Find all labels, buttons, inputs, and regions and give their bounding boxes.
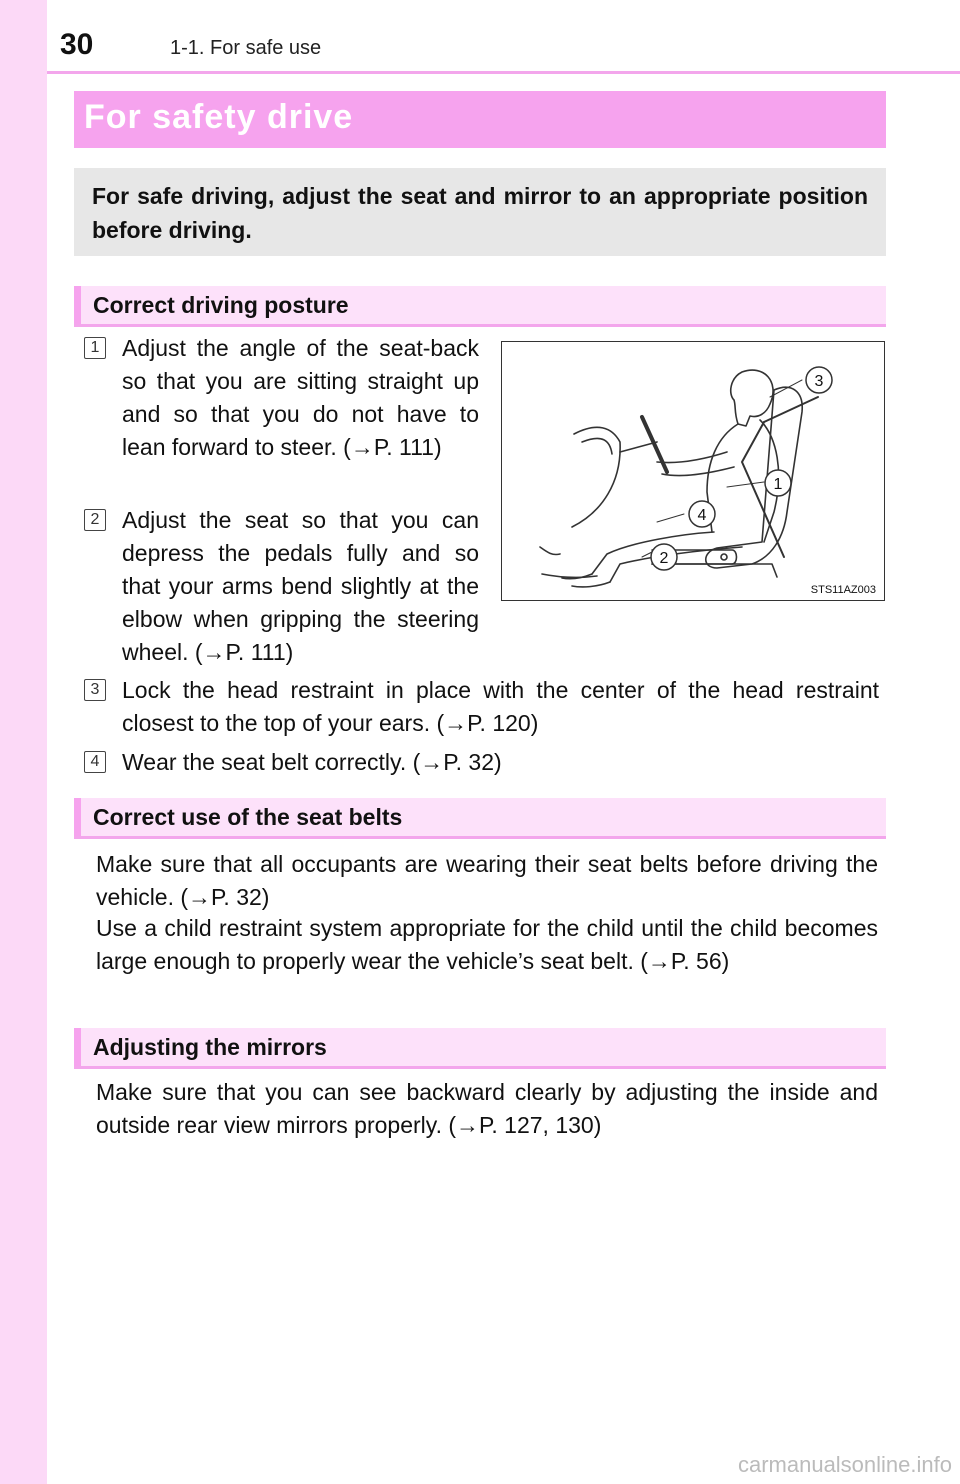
callout-1: 1 [773, 476, 783, 493]
mirrors-paragraph: Make sure that you can see backward clearly by adjusting the inside and outside rear view mirrors properly. (→P. 127, 130) [96, 1079, 878, 1138]
driving-posture-illustration [501, 341, 885, 601]
page-title: For safety drive [84, 98, 354, 136]
item-badge-1: 1 [84, 337, 106, 359]
posture-heading-label: Correct driving posture [93, 292, 349, 318]
seatbelts-heading [74, 798, 886, 839]
callout-4: 4 [697, 507, 707, 524]
intro-text: For safe driving, adjust the seat and mirror to an appropriate position before driving. [92, 183, 868, 243]
seatbelts-heading-label: Correct use of the seat belts [93, 804, 403, 830]
item-badge-3: 3 [84, 679, 106, 701]
header-divider [47, 71, 960, 74]
posture-item-4: Wear the seat belt correctly. (→P. 32) [122, 749, 502, 775]
section-label: 1-1. For safe use [170, 37, 322, 59]
item-badge-2: 2 [84, 509, 106, 531]
posture-item-3: Lock the head restraint in place with the center of the head restraint closest to the top of your ears. (→P. 120) [122, 677, 879, 736]
posture-item-1: Adjust the angle of the seat-back so that you are sitting straight up and so that you do not have to lean forward to steer. (→P. 111) [122, 335, 479, 460]
left-margin-strip [0, 0, 47, 1484]
mirrors-heading [74, 1028, 886, 1069]
callout-3: 3 [814, 373, 824, 390]
callout-2: 2 [659, 550, 669, 567]
driver-head [731, 370, 773, 426]
driver-seat-drawing [502, 342, 883, 599]
item-badge-4: 4 [84, 751, 106, 773]
seatbelts-paragraph-1: Make sure that all occupants are wearing their seat belts before driving the vehicle. (→P. 32) [96, 851, 878, 910]
dashboard-outline [572, 427, 620, 527]
watermark: carmanualsonline.info [737, 1452, 952, 1477]
figure-code: STS11AZ003 [810, 584, 876, 596]
mirrors-heading-label: Adjusting the mirrors [93, 1034, 327, 1060]
posture-item-2: Adjust the seat so that you can depress the pedals fully and so that your arms bend slightly at the elbow when gripping the steering wheel. (→P. 111) [122, 507, 479, 665]
page-number: 30 [60, 28, 94, 61]
seatbelts-paragraph-2: Use a child restraint system appropriate for the child until the child becomes large enough to properly wear the vehicle’s seat belt. (→P. 56) [96, 915, 878, 974]
posture-heading [74, 286, 886, 327]
